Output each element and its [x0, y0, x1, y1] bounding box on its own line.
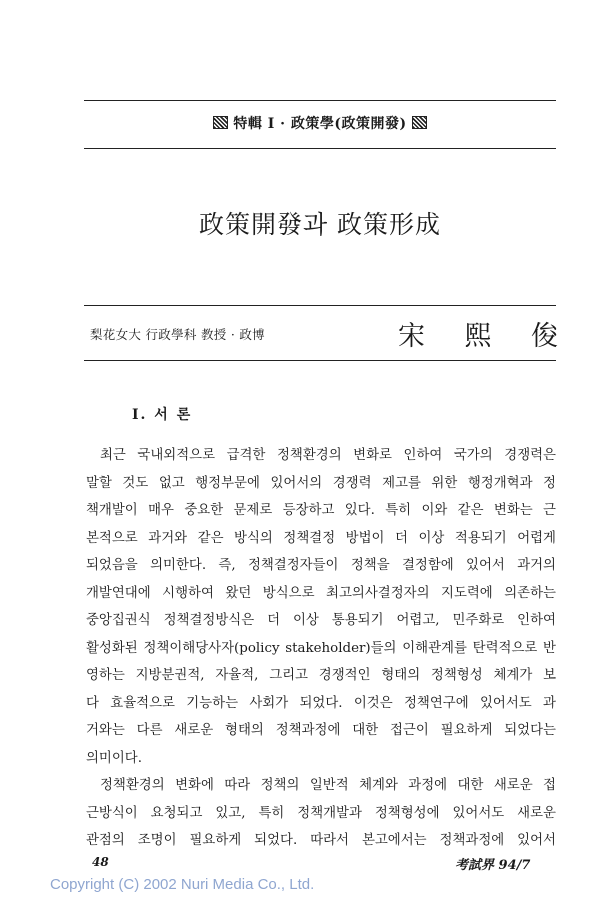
body-text [86, 442, 556, 855]
journal-issue: 考試界 94/7 [455, 858, 531, 873]
author-affiliation: 梨花女大 行政學科 教授 · 政博 [90, 327, 265, 342]
banner-rule [84, 148, 556, 149]
author-char: 宋 [398, 321, 425, 352]
text-line: 의미이다. [86, 750, 142, 766]
text-line: 말할 것도 없고 행정부문에 있어서의 경쟁력 제고를 위한 행정개혁과 정 [86, 475, 556, 491]
byline-top-rule [84, 305, 556, 306]
text-line: 정책환경의 변화에 따라 정책의 일반적 체계와 과정에 대한 새로운 접 [100, 778, 556, 793]
copyright-watermark: Copyright (C) 2002 Nuri Media Co., Ltd. [50, 876, 315, 893]
page-number: 48 [92, 855, 109, 869]
section-heading: I. 서 론 [132, 407, 193, 423]
text-line: 최근 국내외적으로 급격한 정책환경의 변화로 인하여 국가의 경쟁력은 [100, 448, 556, 463]
special-issue-banner [84, 113, 556, 133]
author-char: 俊 [531, 321, 558, 352]
article-title: 政策開發과 政策形成 [198, 210, 442, 239]
text-line: 중앙집권식 정책결정방식은 더 이상 통용되기 어렵고, 민주화로 인하여 [86, 613, 556, 628]
text-line: 거와는 다른 새로운 형태의 정책과정에 대한 접근이 필요하게 되었다는 [86, 723, 556, 738]
author-char: 熙 [464, 321, 492, 352]
author-name [398, 314, 558, 353]
byline-bottom-rule [84, 360, 556, 361]
hatched-square-icon [213, 116, 228, 129]
text-line: 되었음을 의미한다. 즉, 정책결정자들이 정책을 결정함에 있어서 과거의 [86, 558, 556, 573]
text-line: 근방식이 요청되고 있고, 특히 정책개발과 정책형성에 있어서도 새로운 [86, 805, 556, 821]
text-line: 관점의 조명이 필요하게 되었다. 따라서 본고에서는 정책과정에 있어서 [86, 833, 556, 848]
top-rule [84, 100, 556, 101]
text-line: 활성화된 정책이해당사자(policy stakeholder)들의 이해관계를 탄력적으로 반 [86, 640, 556, 656]
hatched-square-icon [412, 116, 427, 129]
text-line: 책개발이 매우 중요한 문제로 등장하고 있다. 특히 이와 같은 변화는 근 [86, 503, 556, 518]
text-line: 개발연대에 시행하여 왔던 방식으로 최고의사결정자의 지도력에 의존하는 [86, 585, 556, 601]
text-line: 본적으로 과거와 같은 방식의 정책결정 방법이 더 이상 적용되기 어렵게 [86, 530, 556, 546]
text-line: 영하는 지방분권적, 자율적, 그리고 경쟁적인 형태의 정책형성 체계가 보 [86, 668, 556, 683]
text-line: 다 효율적으로 기능하는 사회가 되었다. 이것은 정책연구에 있어서도 과 [86, 695, 556, 711]
special-issue-label: 特輯 I · 政策學(政策開發) [233, 116, 407, 132]
